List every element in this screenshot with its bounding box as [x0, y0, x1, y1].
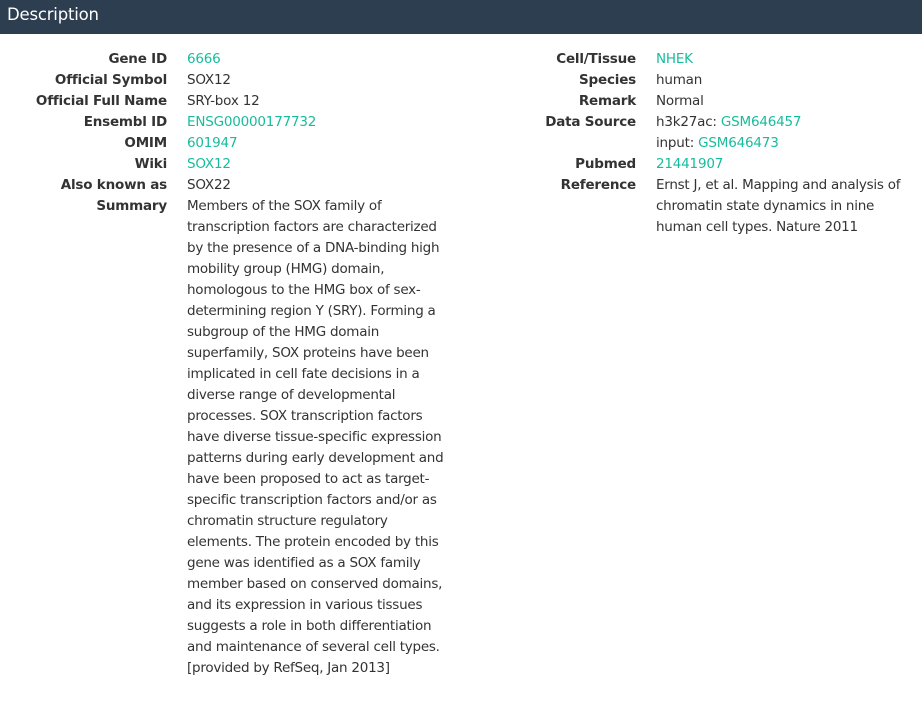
ensembl-id-link[interactable]: ENSG00000177732	[187, 114, 317, 130]
data-source-input-prefix: input:	[656, 135, 699, 151]
pubmed-link[interactable]: 21441907	[656, 156, 724, 172]
omim-link[interactable]: 601947	[187, 135, 238, 151]
remark-label: Remark	[578, 93, 636, 109]
gene-id-label: Gene ID	[108, 51, 167, 67]
gsm646457-link[interactable]: GSM646457	[720, 114, 802, 130]
section-title: Description	[7, 5, 99, 24]
description-header	[0, 0, 922, 34]
remark-value: Normal	[656, 93, 704, 109]
official-symbol-label: Official Symbol	[54, 72, 167, 88]
data-source-h3k27ac	[656, 112, 801, 133]
official-symbol-value: SOX12	[187, 72, 231, 88]
wiki-link[interactable]: SOX12	[187, 156, 231, 172]
reference-text: Ernst J, et al. Mapping and analysis of chromatin state dynamics in nine human cell types. Nature 2011	[656, 177, 901, 235]
official-full-name-value: SRY-box 12	[187, 93, 260, 109]
also-known-as-label: Also known as	[60, 177, 167, 193]
omim-label: OMIM	[124, 135, 167, 151]
pubmed-label: Pubmed	[575, 156, 636, 172]
species-value: human	[656, 72, 703, 88]
cell-tissue-label: Cell/Tissue	[556, 51, 636, 67]
reference-label: Reference	[560, 177, 636, 193]
also-known-as-value: SOX22	[187, 177, 231, 193]
official-full-name-label: Official Full Name	[35, 93, 167, 109]
data-source-label: Data Source	[545, 114, 636, 130]
data-source-h3k27ac-prefix: h3k27ac:	[656, 114, 721, 130]
species-label: Species	[579, 72, 636, 88]
ensembl-id-label: Ensembl ID	[83, 114, 167, 130]
summary-text: Members of the SOX family of transcription factors are characterized by the presence of a DNA-binding high mobility group (HMG) domain, homologous to the HMG box of sex-determining region Y (SRY). Forming a subgroup of the HMG domain superfamily, SOX proteins have been implicated in cell fate decisions in a diverse range of developmental processes. SOX transcription factors have diverse tissue-specific expression patterns during early development and have been proposed to act as target-specific transcription factors and/or as chromatin structure regulatory elements. The protein encoded by this gene was identified as a SOX family member based on conserved domains, and its expression in various tissues suggests a role in both differentiation and maintenance of several cell types. [provided by RefSeq, Jan 2013]	[187, 198, 444, 676]
gsm646473-link[interactable]: GSM646473	[698, 135, 779, 151]
wiki-label: Wiki	[134, 156, 167, 172]
cell-tissue-link[interactable]: NHEK	[656, 51, 693, 67]
summary-label: Summary	[96, 198, 167, 214]
data-source-input	[656, 133, 779, 154]
gene-id-link[interactable]: 6666	[187, 51, 221, 67]
